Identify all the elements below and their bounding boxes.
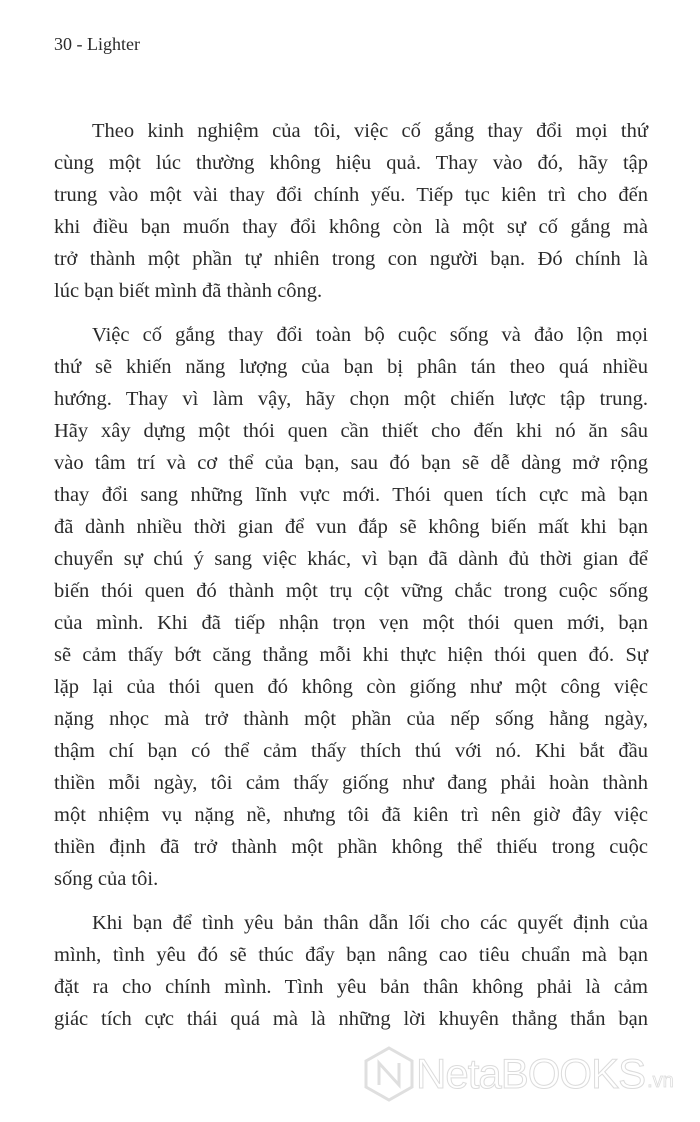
- text-line: Hãy xây dựng một thói quen cần thiết cho đến khi nó ăn sâu: [54, 420, 648, 442]
- watermark-suffix: .vn: [647, 1069, 674, 1092]
- text-line: đã dành nhiều thời gian để vun đắp sẽ không biến mất khi bạn: [54, 516, 648, 538]
- text-line: thiền mỗi ngày, tôi cảm thấy giống như đang phải hoàn thành: [54, 772, 648, 794]
- text-line: của mình. Khi đã tiếp nhận trọn vẹn một thói quen mới, bạn: [54, 612, 648, 634]
- text-line: một nhiệm vụ nặng nề, nhưng tôi đã kiên trì nên giờ đây việc: [54, 804, 648, 826]
- text-line: thậm chí bạn có thể cảm thấy thích thú với nó. Khi bắt đầu: [54, 740, 648, 762]
- text-line: trung vào một vài thay đổi chính yếu. Tiếp tục kiên trì cho đến: [54, 184, 648, 206]
- text-line: khi điều bạn muốn thay đổi không còn là một sự cố gắng mà: [54, 216, 648, 238]
- text-line: đặt ra cho chính mình. Tình yêu bản thân không phải là cảm: [54, 976, 648, 998]
- text-line: trở thành một phần tự nhiên trong con người bạn. Đó chính là: [54, 248, 648, 270]
- text-line: Khi bạn để tình yêu bản thân dẫn lối cho các quyết định của: [92, 912, 648, 934]
- text-line: Theo kinh nghiệm của tôi, việc cố gắng thay đổi mọi thứ: [92, 120, 648, 142]
- text-line: sẽ cảm thấy bớt căng thẳng mỗi khi thực hiện thói quen đó. Sự: [54, 644, 648, 666]
- text-line: thứ sẽ khiến năng lượng của bạn bị phân tán theo quá nhiều: [54, 356, 648, 378]
- page-body: [54, 115, 648, 1047]
- text-line: sống của tôi.: [54, 868, 159, 890]
- text-line: nặng nhọc mà trở thành một phần của nếp sống hằng ngày,: [54, 708, 648, 730]
- running-head: 30 - Lighter: [54, 34, 140, 54]
- text-line: thay đổi sang những lĩnh vực mới. Thói quen tích cực mà bạn: [54, 484, 648, 506]
- text-line: vào tâm trí và cơ thể của bạn, sau đó bạn sẽ dễ dàng mở rộng: [54, 452, 648, 474]
- watermark: [362, 1045, 674, 1103]
- watermark-brand: NetaBOOKS: [416, 1050, 646, 1097]
- text-line: mình, tình yêu đó sẽ thúc đẩy bạn nâng cao tiêu chuẩn mà bạn: [54, 944, 648, 966]
- text-line: chuyển sự chú ý sang việc khác, vì bạn đã dành đủ thời gian để: [54, 548, 648, 570]
- text-line: Việc cố gắng thay đổi toàn bộ cuộc sống và đảo lộn mọi: [92, 324, 648, 346]
- paragraph: [54, 115, 648, 307]
- paragraph: [54, 907, 648, 1035]
- text-line: lặp lại của thói quen đó không còn giống như một công việc: [54, 676, 648, 698]
- text-line: biến thói quen đó thành một trụ cột vững chắc trong cuộc sống: [54, 580, 648, 602]
- netabooks-logo-icon: [362, 1045, 416, 1103]
- text-line: hướng. Thay vì làm vậy, hãy chọn một chiến lược tập trung.: [54, 388, 648, 410]
- paragraph: [54, 319, 648, 895]
- text-line: lúc bạn biết mình đã thành công.: [54, 280, 323, 302]
- text-line: giác tích cực thái quá mà là những lời khuyên thẳng thắn bạn: [54, 1008, 648, 1030]
- text-line: thiền định đã trở thành một phần không thể thiếu trong cuộc: [54, 836, 648, 858]
- text-line: cùng một lúc thường không hiệu quả. Thay vào đó, hãy tập: [54, 152, 648, 174]
